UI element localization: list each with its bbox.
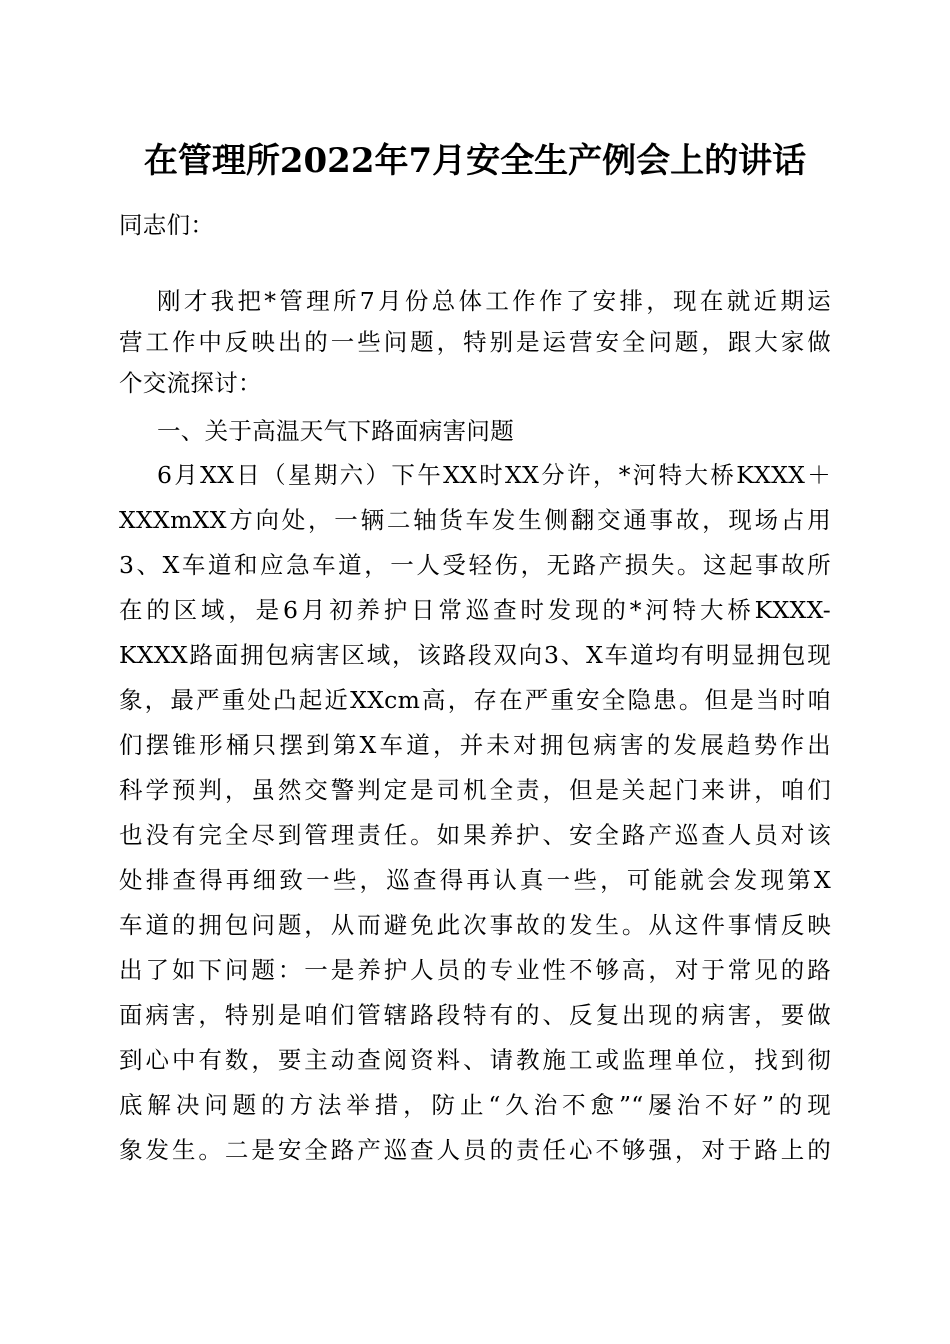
body-line: 6月XX日（星期六）下午XX时XX分许，*河特大桥KXXX＋ (157, 461, 831, 489)
salutation: 同志们： (119, 211, 215, 239)
body-line: 3、X车道和应急车道，一人受轻伤，无路产损失。这起事故所 (119, 551, 831, 579)
intro-line: 个交流探讨： (119, 369, 262, 397)
body-line: 也没有完全尽到管理责任。如果养护、安全路产巡查人员对该 (119, 821, 831, 849)
body-line: XXXmXX方向处，一辆二轴货车发生侧翻交通事故，现场占用 (119, 506, 831, 534)
body-line: 处排查得再细致一些，巡查得再认真一些，可能就会发现第X (119, 866, 831, 894)
intro-line: 营工作中反映出的一些问题，特别是运营安全问题，跟大家做 (119, 328, 831, 356)
body-line: 面病害，特别是咱们管辖路段特有的、反复出现的病害，要做 (119, 1001, 831, 1029)
body-line: 象发生。二是安全路产巡查人员的责任心不够强，对于路上的 (119, 1136, 831, 1164)
intro-line: 刚才我把*管理所7月份总体工作作了安排，现在就近期运 (157, 287, 831, 315)
body-line: 到心中有数，要主动查阅资料、请教施工或监理单位，找到彻 (119, 1046, 831, 1074)
body-line: 们摆锥形桶只摆到第X车道，并未对拥包病害的发展趋势作出 (119, 731, 831, 759)
body-line: 底解决问题的方法举措，防止“久治不愈”“屡治不好”的现 (119, 1091, 831, 1119)
document-title: 在管理所2022年7月安全生产例会上的讲话 (143, 141, 807, 181)
section-heading: 一、关于高温天气下路面病害问题 (157, 417, 514, 445)
body-line: KXXX路面拥包病害区域，该路段双向3、X车道均有明显拥包现 (119, 641, 831, 669)
body-line: 象，最严重处凸起近XXcm高，存在严重安全隐患。但是当时咱 (119, 686, 831, 714)
body-line: 车道的拥包问题，从而避免此次事故的发生。从这件事情反映 (119, 911, 831, 939)
body-line: 在的区域，是6月初养护日常巡查时发现的*河特大桥KXXX- (119, 596, 831, 624)
body-line: 科学预判，虽然交警判定是司机全责，但是关起门来讲，咱们 (119, 776, 831, 804)
body-line: 出了如下问题：一是养护人员的专业性不够高，对于常见的路 (119, 956, 831, 984)
